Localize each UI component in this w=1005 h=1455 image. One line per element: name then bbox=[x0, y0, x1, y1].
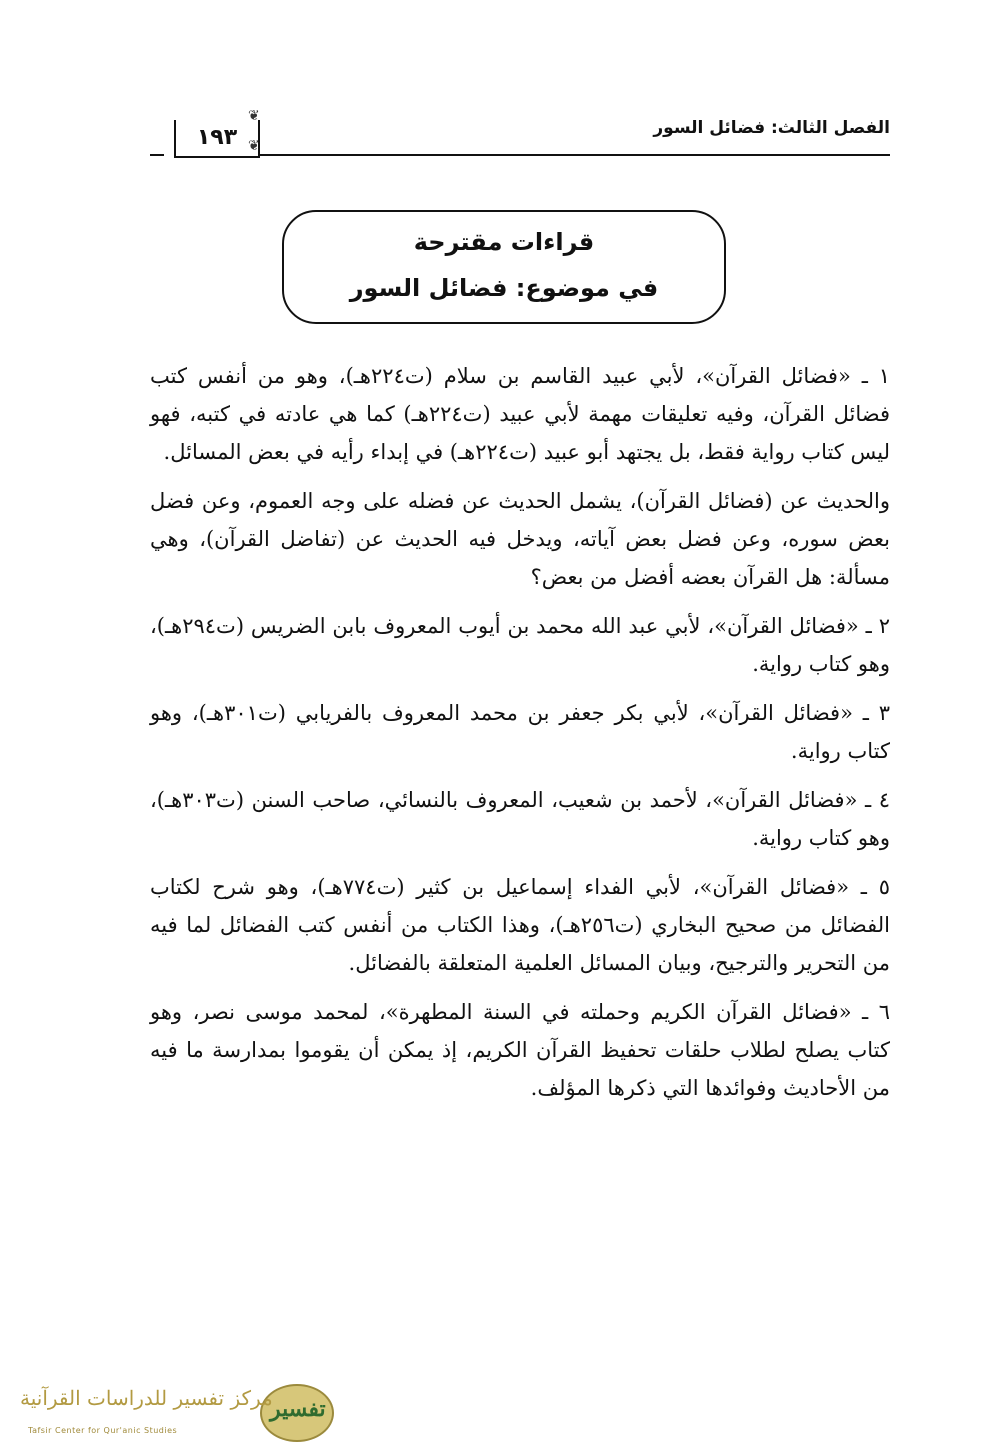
paragraph-1: ١ ـ «فضائل القرآن»، لأبي عبيد القاسم بن سلام (ت٢٢٤هـ)، وهو من أنفس كتب فضائل القرآن، وفيه تعليقات مهمة لأبي عبيد (ت٢٢٤هـ) كما هي عادته في كتبه، فهو ليس كتاب رواية فقط، بل يجتهد أبو عبيد (ت٢٢٤هـ) في إبداء رأيه في بعض المسائل. bbox=[150, 364, 890, 464]
page-header bbox=[150, 108, 890, 162]
center-name-arabic: مركز تفسير للدراسات القرآنية bbox=[20, 1386, 273, 1410]
page-number: ١٩٣ bbox=[174, 120, 260, 158]
paragraph-6: ٥ ـ «فضائل القرآن»، لأبي الفداء إسماعيل بن كثير (ت٧٧٤هـ)، وهو شرح لكتاب الفضائل من صحيح البخاري (ت٢٥٦هـ)، وهذا الكتاب من أنفس كتب الفضائل لما فيه من التحرير والترجيح، وبيان المسائل العلمية المتعلقة بالفضائل. bbox=[150, 875, 890, 975]
footer-logo bbox=[20, 1380, 350, 1442]
center-name-english: Tafsir Center for Qur'anic Studies bbox=[28, 1426, 178, 1435]
section-title-line2: في موضوع: فضائل السور bbox=[349, 274, 659, 302]
paragraph-2: والحديث عن (فضائل القرآن)، يشمل الحديث عن فضله على وجه العموم، وعن فضل بعض سوره، وعن فضل بعض آياته، ويدخل فيه الحديث عن (تفاضل القرآن)، وهي مسألة: هل القرآن بعضه أفضل من بعض؟ bbox=[150, 489, 890, 589]
emblem-word: تفسير bbox=[270, 1396, 326, 1422]
header-rule-left bbox=[150, 154, 164, 156]
corner-ornament-icon: ❦ bbox=[248, 138, 260, 154]
paragraph-3: ٢ ـ «فضائل القرآن»، لأبي عبد الله محمد بن أيوب المعروف بابن الضريس (ت٢٩٤هـ)، وهو كتاب رواية. bbox=[150, 614, 890, 676]
header-rule bbox=[258, 154, 890, 156]
corner-ornament-icon: ❦ bbox=[248, 108, 260, 124]
section-title-line1: قراءات مقترحة bbox=[413, 228, 595, 256]
chapter-title: الفصل الثالث: فضائل السور bbox=[653, 118, 890, 138]
paragraph-4: ٣ ـ «فضائل القرآن»، لأبي بكر جعفر بن محمد المعروف بالفريابي (ت٣٠١هـ)، وهو كتاب رواية. bbox=[150, 701, 891, 763]
section-title-box bbox=[282, 210, 726, 324]
paragraph-5: ٤ ـ «فضائل القرآن»، لأحمد بن شعيب، المعروف بالنسائي، صاحب السنن (ت٣٠٣هـ)، وهو كتاب رواية. bbox=[150, 788, 890, 850]
paragraph-7: ٦ ـ «فضائل القرآن الكريم وحملته في السنة المطهرة»، لمحمد موسى نصر، وهو كتاب يصلح لطلاب حلقات تحفيظ القرآن الكريم، إذ يمكن أن يقوموا بمدارسة ما فيه من الأحاديث وفوائدها التي ذكرها المؤلف. bbox=[150, 1000, 890, 1100]
body-text bbox=[150, 357, 890, 1118]
